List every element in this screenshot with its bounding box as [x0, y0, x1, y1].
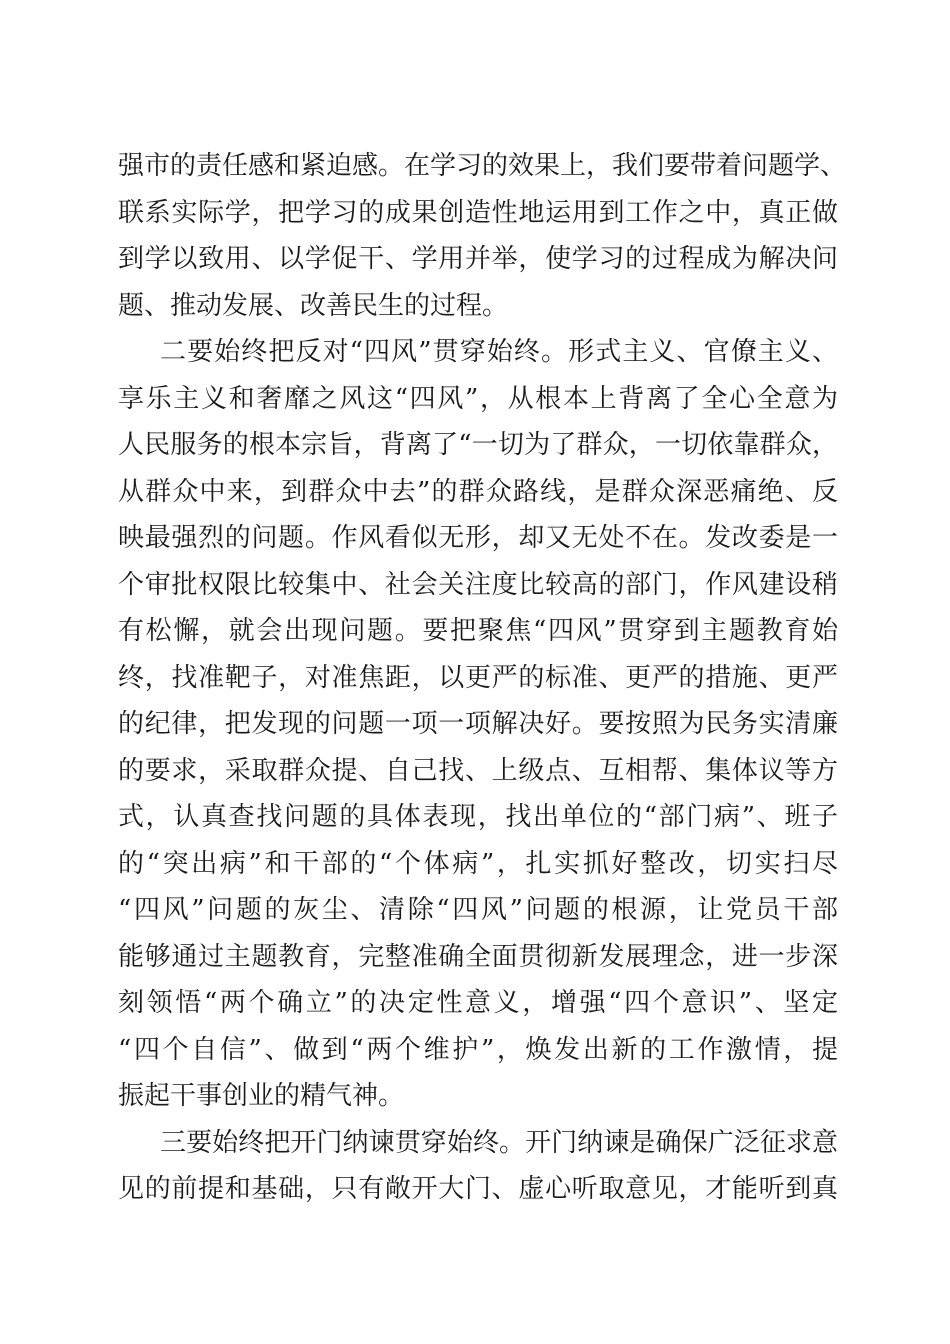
paragraph-start-line: 三要始终把开门纳谏贯穿始终。开门纳谏是确保广泛征求意: [160, 1127, 838, 1158]
text-line: 享乐主义和奢靡之风这“四风”，从根本上背离了全心全意为: [118, 383, 838, 414]
text-line: 能够通过主题教育，完整准确全面贯彻新发展理念，进一步深: [118, 941, 838, 972]
text-line: 映最强烈的问题。作风看似无形，却又无处不在。发改委是一: [118, 523, 838, 553]
text-line: 人民服务的根本宗旨，背离了“一切为了群众，一切依靠群众，: [118, 430, 838, 460]
document-body: [118, 143, 847, 1213]
paragraph-start-line: 二要始终把反对“四风”贯穿始终。形式主义、官僚主义、: [160, 337, 838, 367]
text-line: 从群众中来，到群众中去”的群众路线，是群众深恶痛绝、反: [118, 476, 838, 507]
text-line: 式，认真查找问题的具体表现，找出单位的“部门病”、班子: [118, 802, 838, 832]
text-line: “四个自信”、做到“两个维护”，焕发出新的工作激情，提: [118, 1034, 838, 1065]
text-line: 题、推动发展、改善民生的过程。: [118, 290, 509, 321]
text-line: 强市的责任感和紧迫感。在学习的效果上，我们要带着问题学、: [118, 151, 847, 181]
text-line: 刻领悟“两个确立”的决定性意义，增强“四个意识”、坚定: [118, 988, 838, 1018]
text-line: 的要求，采取群众提、自己找、上级点、互相帮、集体议等方: [118, 755, 838, 786]
text-line: 终，找准靶子，对准焦距，以更严的标准、更严的措施、更严: [118, 662, 838, 693]
text-line: 到学以致用、以学促干、学用并举，使学习的过程成为解决问: [118, 244, 838, 274]
text-line: 振起干事创业的精气神。: [118, 1081, 405, 1111]
text-line: 个审批权限比较集中、社会关注度比较高的部门，作风建设稍: [118, 569, 838, 600]
text-line: 的纪律，把发现的问题一项一项解决好。要按照为民务实清廉: [118, 709, 838, 739]
text-line: 有松懈，就会出现问题。要把聚焦“四风”贯穿到主题教育始: [118, 616, 838, 646]
text-line: “四风”问题的灰尘、清除“四风”问题的根源，让党员干部: [118, 895, 838, 925]
text-line: 的“突出病”和干部的“个体病”，扎实抓好整改，切实扫尽: [118, 848, 838, 879]
text-line: 联系实际学，把学习的成果创造性地运用到工作之中，真正做: [118, 197, 838, 228]
text-line: 见的前提和基础，只有敞开大门、虚心听取意见，才能听到真: [118, 1174, 838, 1204]
